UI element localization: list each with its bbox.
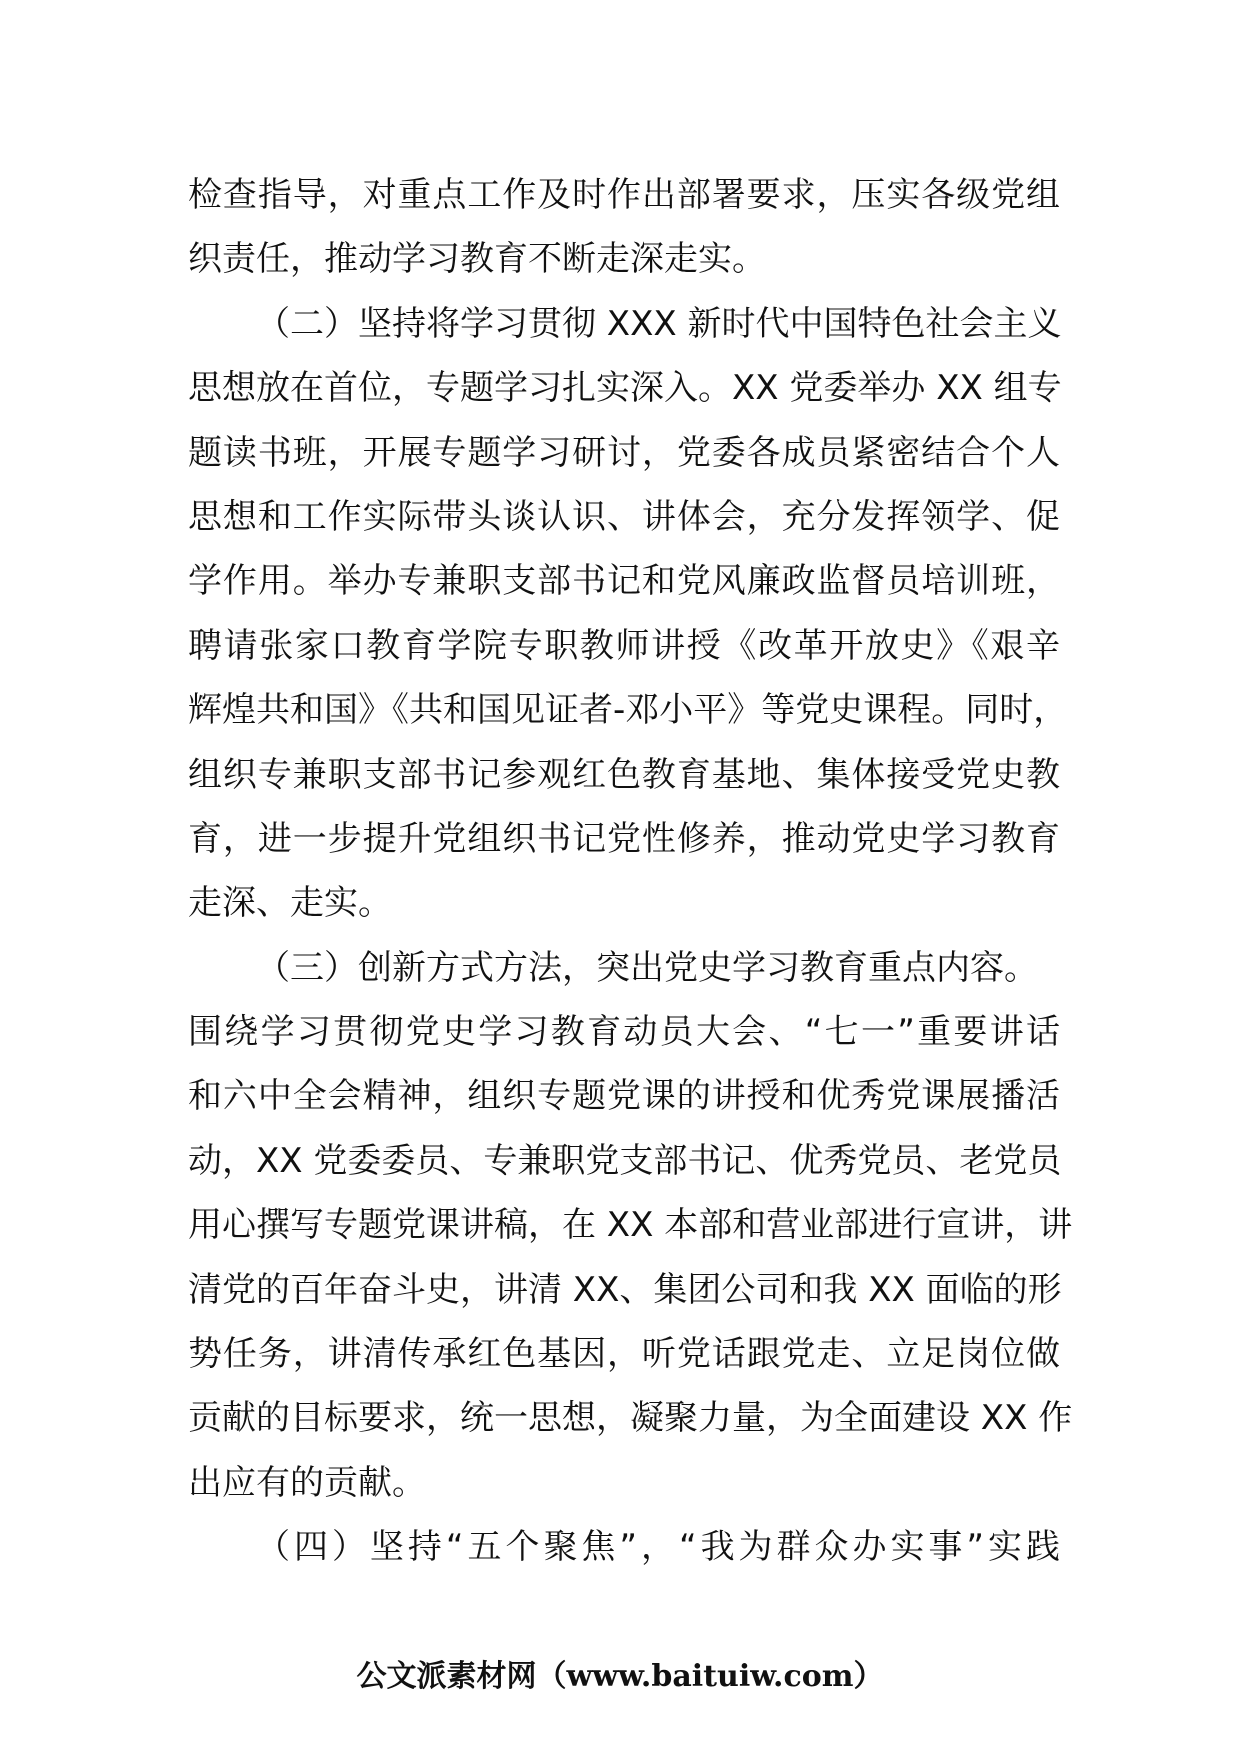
section-heading-line: （二）坚持将学习贯彻 XXX 新时代中国特色社会主义 <box>256 303 1062 344</box>
paragraph-line: 用心撰写专题党课讲稿，在 XX 本部和营业部进行宣讲，讲 <box>188 1205 1073 1246</box>
paragraph-line: 织责任，推动学习教育不断走深走实。 <box>188 239 766 280</box>
paragraph-line: 清党的百年奋斗史，讲清 XX、集团公司和我 XX 面临的形 <box>188 1269 1062 1310</box>
paragraph-line: 思想放在首位，专题学习扎实深入。XX 党委举办 XX 组专 <box>188 368 1062 409</box>
paragraph-line: 出应有的贡献。 <box>188 1462 426 1503</box>
paragraph-line: 和六中全会精神，组织专题党课的讲授和优秀党课展播活 <box>188 1076 1060 1117</box>
paragraph-line: 辉煌共和国》《共和国见证者-邓小平》等党史课程。同时， <box>188 690 1068 731</box>
paragraph-line: 动，XX 党委委员、专兼职党支部书记、优秀党员、老党员 <box>188 1140 1062 1181</box>
paragraph-line: 势任务，讲清传承红色基因，听党话跟党走、立足岗位做 <box>188 1334 1060 1375</box>
paragraph-line: 围绕学习贯彻党史学习教育动员大会、“七一”重要讲话 <box>188 1012 1060 1053</box>
paragraph-line: 思想和工作实际带头谈认识、讲体会，充分发挥领学、促 <box>188 496 1060 537</box>
document-body <box>188 163 1073 1580</box>
paragraph-line: 组织专兼职支部书记参观红色教育基地、集体接受党史教 <box>188 754 1060 795</box>
section-heading-line: （四）坚持“五个聚焦”，“我为群众办实事”实践 <box>256 1527 1060 1568</box>
paragraph-line: 学作用。举办专兼职支部书记和党风廉政监督员培训班， <box>188 561 1060 602</box>
footer-watermark-text: 公文派素材网（www.baituiw.com） <box>356 1659 884 1694</box>
paragraph-line: 育，进一步提升党组织书记党性修养，推动党史学习教育 <box>188 818 1060 859</box>
paragraph-line: 走深、走实。 <box>188 883 392 924</box>
section-heading-line: （三）创新方式方法，突出党史学习教育重点内容。 <box>256 947 1038 988</box>
paragraph-line: 贡献的目标要求，统一思想，凝聚力量，为全面建设 XX 作 <box>188 1398 1073 1439</box>
paragraph-line: 聘请张家口教育学院专职教师讲授《改革开放史》《艰辛 <box>188 625 1060 666</box>
paragraph-line: 题读书班，开展专题学习研讨，党委各成员紧密结合个人 <box>188 432 1060 473</box>
paragraph-line: 检查指导，对重点工作及时作出部署要求，压实各级党组 <box>188 175 1060 215</box>
